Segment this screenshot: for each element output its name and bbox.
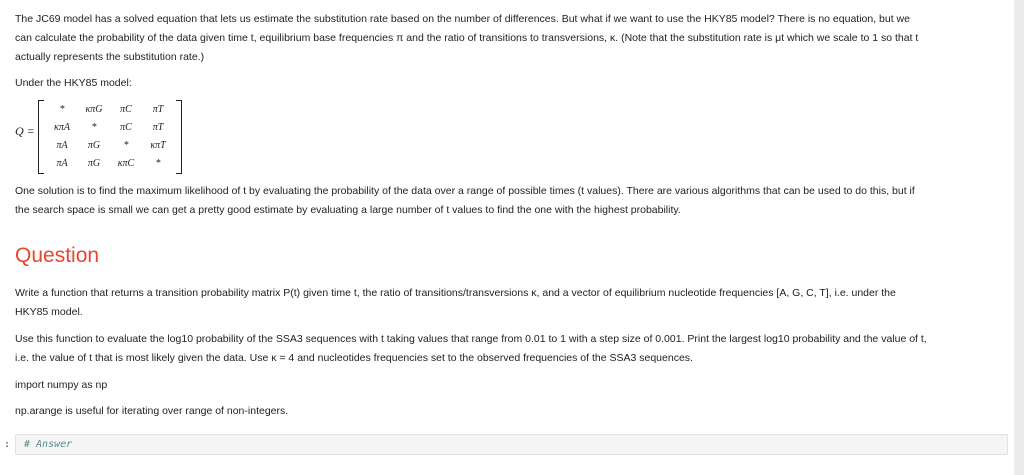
matrix-cell: πT — [152, 104, 164, 115]
right-scroll-strip — [1014, 0, 1024, 475]
matrix-cell: κπA — [54, 122, 70, 133]
question-heading: Question — [15, 244, 100, 267]
question-line: i.e. the value of t that is most likely given the data. Use κ = 4 and nucleotides frequencies set to the observed frequencies of the SSA3 sequences. — [15, 352, 693, 364]
matrix-row — [46, 140, 174, 151]
question-line: Use this function to evaluate the log10 probability of the SSA3 sequences with t taking values that range from 0.01 to 1 with a step size of 0.001. Print the largest log10 probability and the value of t, — [15, 333, 927, 345]
question-paragraph-2 — [15, 330, 985, 368]
matrix-cell: πG — [87, 140, 101, 151]
import-hint — [15, 376, 985, 395]
matrix-cell: * — [123, 140, 129, 151]
question-line: np.arange is useful for iterating over range of non-integers. — [15, 405, 289, 417]
intro-line-2: can calculate the probability of the data given time t, equilibrium base frequencies π and the ratio of transitions to transversions, κ. (Note that the substitution rate is μt which we scale to 1 so that t — [15, 32, 919, 44]
solution-paragraph — [15, 182, 985, 220]
intro-line-3: actually represents the substitution rate.) — [15, 51, 205, 63]
matrix-cell: κπG — [85, 104, 103, 115]
matrix-cell: πA — [56, 158, 68, 169]
matrix-cell: * — [155, 158, 161, 169]
under-label: Under the HKY85 model: — [15, 77, 132, 89]
matrix-cell: πT — [152, 122, 164, 133]
intro-paragraph — [15, 10, 985, 67]
question-line: Write a function that returns a transition probability matrix P(t) given time t, the ratio of transitions/transversions κ, and a vector of equilibrium nucleotide frequencies [A, G, C, T], i.e. under the — [15, 287, 896, 299]
solution-line-1: One solution is to find the maximum likelihood of t by evaluating the probability of the data over a range of possible times (t values). There are various algorithms that can be used to do this, but if — [15, 185, 915, 197]
intro-line-1: The JC69 model has a solved equation that lets us estimate the substitution rate based on the number of differences. But what if we want to use the HKY85 model? There is no equation, but we — [15, 13, 910, 25]
question-paragraph-1 — [15, 284, 985, 322]
matrix-label: Q = — [15, 124, 35, 138]
code-cell-editor[interactable] — [15, 434, 1008, 455]
matrix-right-bracket — [176, 100, 182, 174]
code-comment[interactable]: # Answer — [24, 439, 73, 450]
solution-line-2: the search space is small we can get a pretty good estimate by evaluating a large number of t values to find the one with the highest probability. — [15, 204, 681, 216]
matrix-cell: πG — [87, 158, 101, 169]
code-cell-prompt: : — [4, 439, 11, 450]
rate-matrix — [36, 100, 184, 174]
matrix-cell: πC — [120, 104, 132, 115]
matrix-row — [46, 158, 174, 169]
question-line: HKY85 model. — [15, 306, 83, 318]
matrix-cell: κπC — [117, 158, 135, 169]
matrix-cell: κπT — [150, 140, 166, 151]
matrix-cell: πC — [120, 122, 132, 133]
matrix-row — [46, 104, 174, 115]
matrix-row — [46, 122, 174, 133]
question-line: import numpy as np — [15, 379, 108, 391]
matrix-left-bracket — [38, 100, 44, 174]
matrix-cell: πA — [56, 140, 68, 151]
arange-hint — [15, 402, 985, 421]
matrix-cell: * — [59, 104, 65, 115]
matrix-cell: * — [91, 122, 97, 133]
